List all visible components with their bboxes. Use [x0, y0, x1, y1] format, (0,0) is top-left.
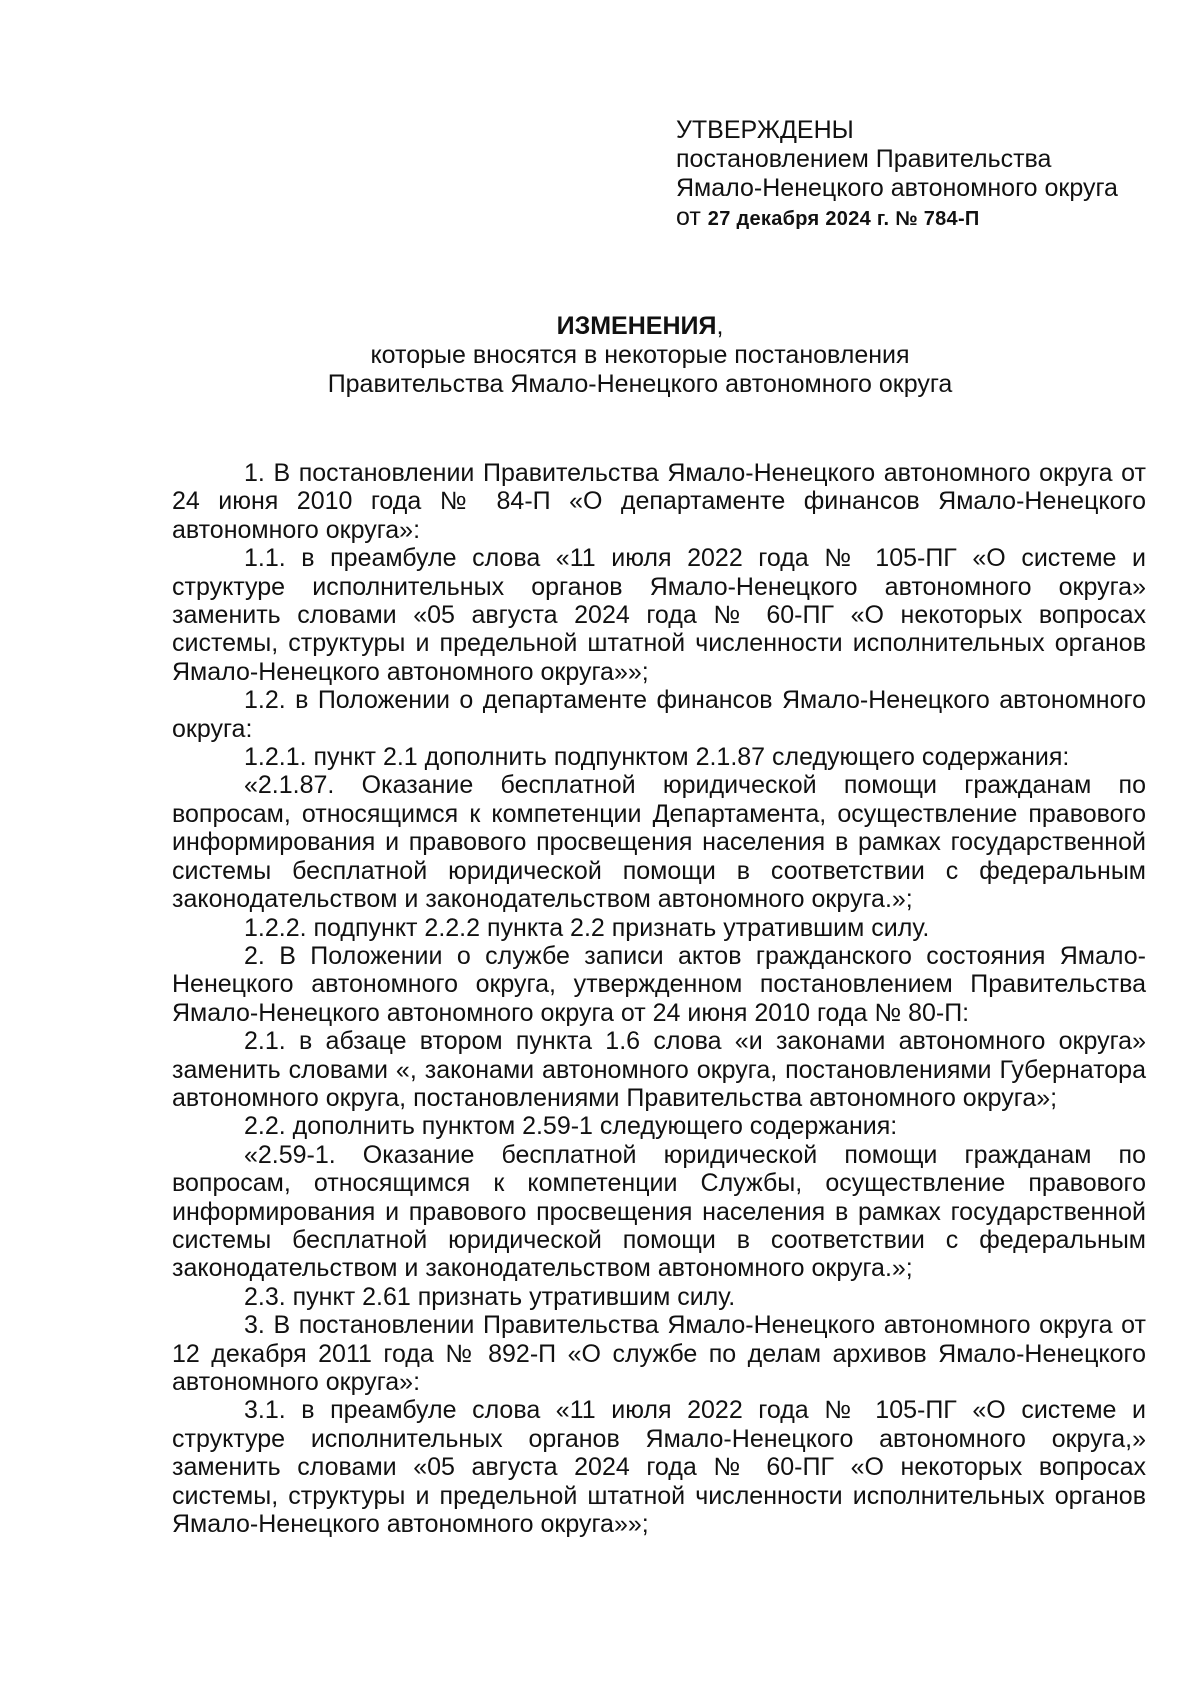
document-body: [172, 459, 1146, 1538]
document-title: [160, 312, 1120, 399]
approval-line-2: Ямало-Ненецкого автономного округа: [676, 174, 1118, 202]
paragraph: 2. В Положении о службе записи актов гражданского состояния Ямало-Ненецкого автономного округа, утвержденном постановлением Правительства Ямало-Ненецкого автономного округа от 24 июня 2010 года № 80-П:: [172, 941, 1146, 1027]
approval-date-prefix: от: [676, 203, 708, 231]
title-line-2: которые вносятся в некоторые постановления: [370, 341, 910, 369]
approval-heading: УТВЕРЖДЕНЫ: [676, 116, 854, 144]
approval-date-number: 27 декабря 2024 г. № 784-П: [707, 208, 980, 230]
paragraph: 2.3. пункт 2.61 признать утратившим силу.: [244, 1282, 736, 1311]
paragraph: 1.2. в Положении о департаменте финансов Ямало-Ненецкого автономного округа:: [172, 686, 1146, 743]
approval-block: [676, 116, 1176, 234]
paragraph: 1. В постановлении Правительства Ямало-Ненецкого автономного округа от 24 июня 2010 года № 84-П «О департаменте финансов Ямало-Ненецкого автономного округа»:: [172, 459, 1146, 544]
paragraph: 3.1. в преамбуле слова «11 июля 2022 года № 105-ПГ «О системе и структуре исполнительных органов Ямало-Ненецкого автономного округа,» заменить словами «05 августа 2024 года № 60-ПГ «О некоторых вопросах системы, структуры и предельной штатной численности исполнительных органов Ямало-Ненецкого автономного округа»»;: [172, 1396, 1146, 1539]
paragraph: 1.2.1. пункт 2.1 дополнить подпунктом 2.1.87 следующего содержания:: [244, 743, 1070, 772]
title-line-3: Правительства Ямало-Ненецкого автономного округа: [327, 370, 953, 398]
title-line-1: [160, 312, 1120, 341]
approval-line-1: постановлением Правительства: [676, 145, 1052, 173]
paragraph: 2.2. дополнить пунктом 2.59-1 следующего содержания:: [244, 1112, 898, 1141]
paragraph: 3. В постановлении Правительства Ямало-Ненецкого автономного округа от 12 декабря 2011 года № 892-П «О службе по делам архивов Ямало-Ненецкого автономного округа»:: [172, 1311, 1146, 1396]
paragraph: «2.59-1. Оказание бесплатной юридической помощи гражданам по вопросам, относящимся к компетенции Службы, осуществление правового информирования и правового просвещения населения в рамках государственной системы бесплатной юридической помощи в соответствии с федеральным законодательством и законодательством автономного округа.»;: [172, 1140, 1146, 1283]
approval-date-line: [676, 203, 1176, 234]
paragraph: 2.1. в абзаце втором пункта 1.6 слова «и законами автономного округа» заменить словами «, законами автономного округа, постановлениями Губернатора автономного округа, постановлениями Правительства автономного округа»;: [172, 1027, 1146, 1112]
paragraph: 1.2.2. подпункт 2.2.2 пункта 2.2 признать утратившим силу.: [244, 913, 930, 942]
paragraph: 1.1. в преамбуле слова «11 июля 2022 года № 105-ПГ «О системе и структуре исполнительных органов Ямало-Ненецкого автономного округа» заменить словами «05 августа 2024 года № 60-ПГ «О некоторых вопросах системы, структуры и предельной штатной численности исполнительных органов Ямало-Ненецкого автономного округа»»;: [172, 544, 1146, 686]
title-main: ИЗМЕНЕНИЯ: [556, 312, 717, 340]
paragraph: «2.1.87. Оказание бесплатной юридической помощи гражданам по вопросам, относящимся к компетенции Департамента, осуществление правового информирования и правового просвещения населения в рамках государственной системы бесплатной юридической помощи в соответствии с федеральным законодательством и законодательством автономного округа.»;: [172, 771, 1146, 914]
title-comma: ,: [716, 312, 724, 340]
